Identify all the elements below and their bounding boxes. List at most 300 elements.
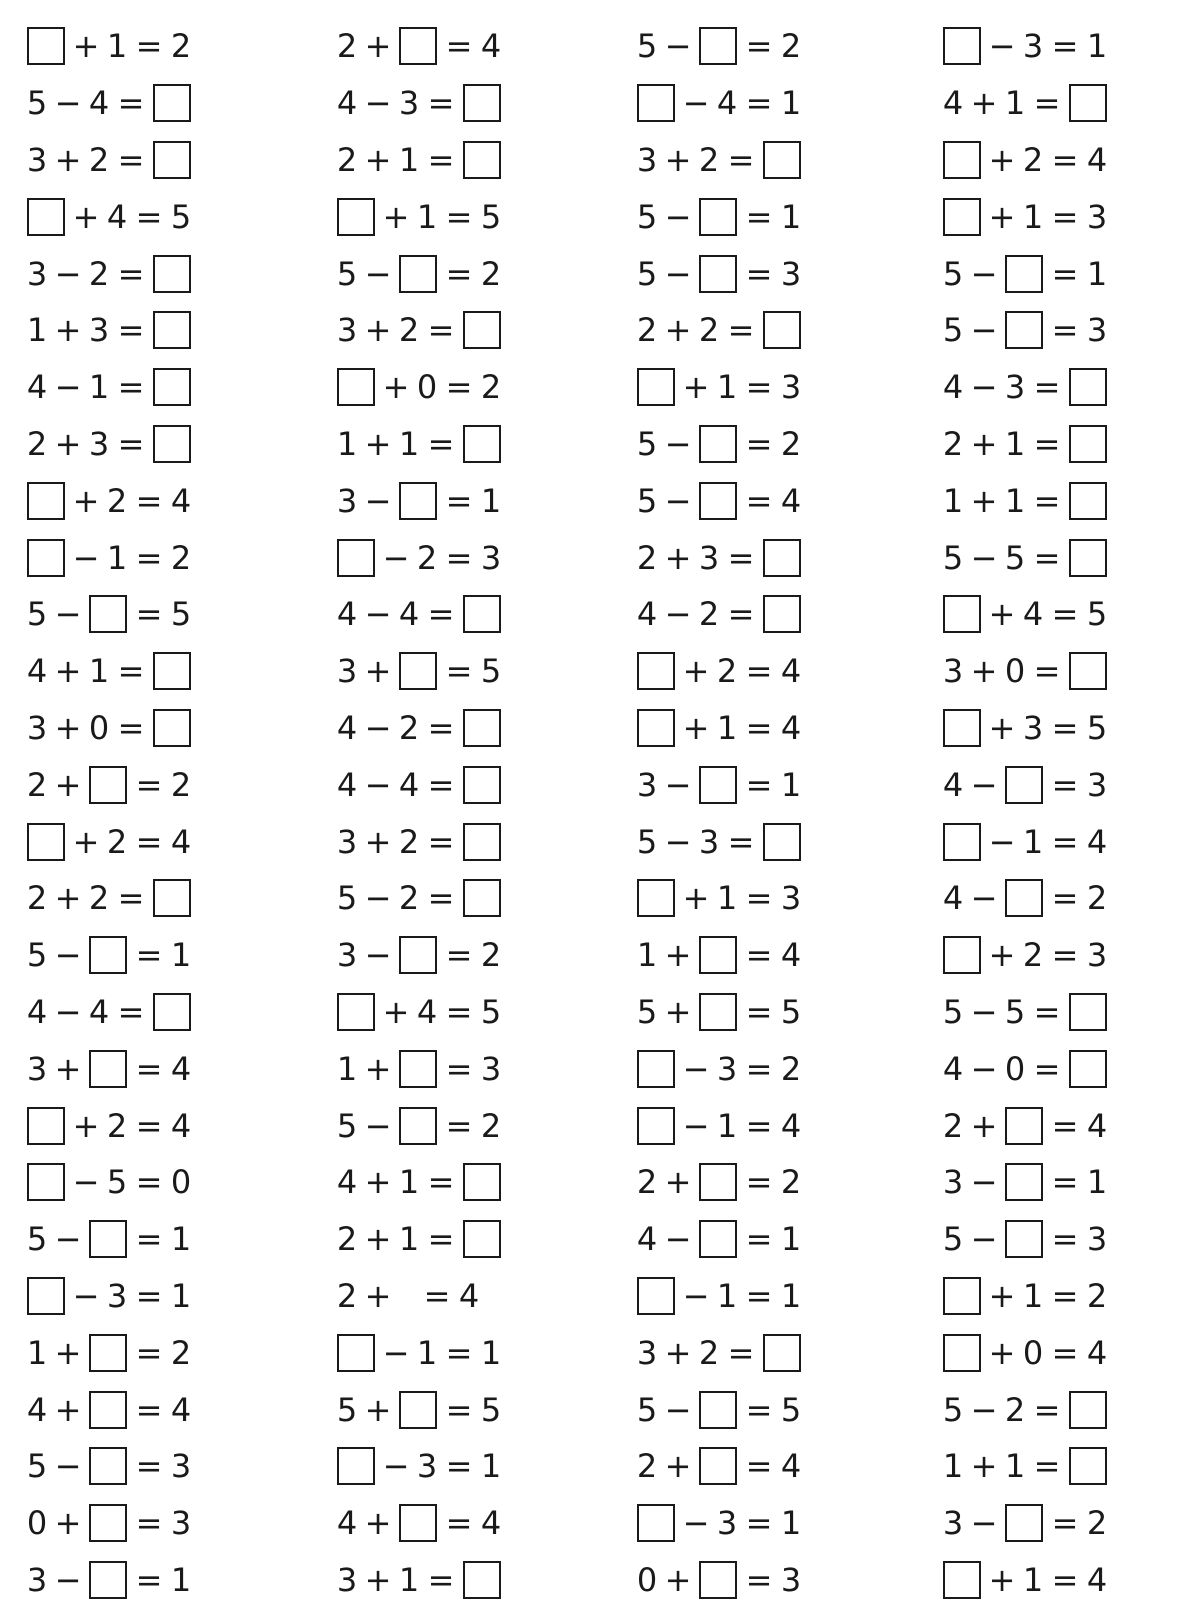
answer-box[interactable] [699, 482, 737, 520]
operator: + [664, 1560, 692, 1599]
operator: − [382, 1447, 410, 1486]
number: 4 [716, 84, 738, 123]
answer-box[interactable] [699, 936, 737, 974]
equation-row [26, 132, 316, 189]
number: 1 [1022, 1560, 1044, 1599]
equation-row [942, 1552, 1200, 1609]
equation-row [942, 529, 1200, 586]
answer-box[interactable] [463, 1163, 501, 1201]
answer-box[interactable] [943, 936, 981, 974]
answer-box[interactable] [1005, 1220, 1043, 1258]
answer-box[interactable] [943, 1334, 981, 1372]
operator: − [970, 538, 998, 577]
answer-box[interactable] [943, 709, 981, 747]
number: 2 [780, 1163, 802, 1202]
number: 2 [698, 595, 720, 634]
number: 4 [26, 368, 48, 407]
equals-sign: = [1051, 1163, 1079, 1202]
answer-box[interactable] [637, 1504, 675, 1542]
answer-box[interactable] [763, 311, 801, 349]
answer-box[interactable] [637, 709, 675, 747]
number: 0 [1004, 1049, 1026, 1088]
answer-box[interactable] [699, 1220, 737, 1258]
answer-box[interactable] [463, 141, 501, 179]
number: 4 [1086, 822, 1108, 861]
equation-row [26, 75, 316, 132]
operator: + [364, 311, 392, 350]
number: 4 [26, 1390, 48, 1429]
equation-row [636, 75, 926, 132]
number: 4 [942, 879, 964, 918]
equals-sign: = [445, 197, 473, 236]
equation-row [26, 756, 316, 813]
answer-box[interactable] [463, 766, 501, 804]
equals-sign: = [1051, 197, 1079, 236]
answer-box[interactable] [337, 1447, 375, 1485]
equation-row [26, 643, 316, 700]
operator: + [382, 992, 410, 1031]
equals-sign: = [117, 311, 145, 350]
answer-box[interactable] [337, 368, 375, 406]
answer-box[interactable] [1069, 368, 1107, 406]
equation-row [942, 75, 1200, 132]
equation-row [26, 188, 316, 245]
number: 3 [698, 538, 720, 577]
operator: − [364, 1106, 392, 1145]
answer-box[interactable] [1069, 84, 1107, 122]
equation-row [942, 1495, 1200, 1552]
number: 5 [170, 197, 192, 236]
number: 4 [636, 595, 658, 634]
equation-row [942, 188, 1200, 245]
equals-sign: = [117, 992, 145, 1031]
operator: − [54, 595, 82, 634]
operator: − [970, 1390, 998, 1429]
answer-box[interactable] [699, 255, 737, 293]
operator: + [54, 1049, 82, 1088]
answer-box[interactable] [943, 198, 981, 236]
number: 1 [170, 936, 192, 975]
number: 4 [26, 652, 48, 691]
number: 1 [336, 1049, 358, 1088]
operator: + [72, 481, 100, 520]
equals-sign: = [135, 936, 163, 975]
equation-column-3 [636, 18, 926, 1608]
equals-sign: = [1033, 424, 1061, 463]
answer-box[interactable] [1069, 539, 1107, 577]
number: 4 [170, 1390, 192, 1429]
equals-sign: = [427, 822, 455, 861]
answer-box[interactable] [89, 766, 127, 804]
answer-box[interactable] [89, 1334, 127, 1372]
number: 0 [88, 708, 110, 747]
answer-box[interactable] [1005, 311, 1043, 349]
equals-sign: = [427, 595, 455, 634]
number: 2 [398, 822, 420, 861]
number: 1 [398, 1220, 420, 1259]
equation-row [942, 586, 1200, 643]
equals-sign: = [427, 1220, 455, 1259]
operator: + [72, 27, 100, 66]
operator: + [364, 140, 392, 179]
equation-row [336, 18, 626, 75]
equation-row [26, 813, 316, 870]
answer-box[interactable] [153, 993, 191, 1031]
operator: − [682, 1049, 710, 1088]
answer-box[interactable] [943, 595, 981, 633]
answer-box[interactable] [943, 1277, 981, 1315]
operator: − [988, 27, 1016, 66]
number: 3 [26, 1560, 48, 1599]
equation-row [942, 1097, 1200, 1154]
answer-box[interactable] [699, 27, 737, 65]
operator: + [970, 84, 998, 123]
answer-box[interactable] [89, 1561, 127, 1599]
number: 5 [26, 1220, 48, 1259]
number: 3 [106, 1276, 128, 1315]
answer-box[interactable] [637, 1050, 675, 1088]
number: 1 [170, 1276, 192, 1315]
answer-box[interactable] [943, 1561, 981, 1599]
answer-box[interactable] [763, 1334, 801, 1372]
answer-box[interactable] [463, 1561, 501, 1599]
number: 1 [1004, 481, 1026, 520]
answer-box[interactable] [27, 198, 65, 236]
equation-row [336, 586, 626, 643]
answer-box[interactable] [153, 84, 191, 122]
answer-box[interactable] [399, 1391, 437, 1429]
number: 1 [780, 1504, 802, 1543]
equals-sign: = [745, 254, 773, 293]
answer-box[interactable] [399, 27, 437, 65]
equals-sign: = [135, 1163, 163, 1202]
number: 5 [26, 595, 48, 634]
answer-box[interactable] [337, 198, 375, 236]
answer-box[interactable] [637, 1277, 675, 1315]
answer-box[interactable] [1005, 766, 1043, 804]
number: 1 [88, 368, 110, 407]
operator: + [664, 311, 692, 350]
answer-box[interactable] [699, 425, 737, 463]
number: 2 [398, 708, 420, 747]
operator: + [364, 1220, 392, 1259]
answer-box[interactable] [637, 652, 675, 690]
answer-box[interactable] [27, 1277, 65, 1315]
answer-box[interactable] [337, 993, 375, 1031]
answer-box[interactable] [89, 1391, 127, 1429]
equals-sign: = [427, 140, 455, 179]
number: 1 [336, 424, 358, 463]
equation-row [942, 359, 1200, 416]
answer-box[interactable] [399, 652, 437, 690]
number: 1 [170, 1560, 192, 1599]
number: 1 [1086, 27, 1108, 66]
answer-box[interactable] [153, 311, 191, 349]
equation-row [26, 586, 316, 643]
number: 3 [1086, 765, 1108, 804]
answer-box[interactable] [153, 425, 191, 463]
answer-box[interactable] [1005, 1163, 1043, 1201]
operator: − [54, 1560, 82, 1599]
number: 5 [942, 1220, 964, 1259]
number: 4 [780, 708, 802, 747]
number: 1 [26, 1333, 48, 1372]
answer-box[interactable] [1005, 1107, 1043, 1145]
equals-sign: = [1051, 708, 1079, 747]
number: 1 [780, 197, 802, 236]
equals-sign: = [445, 481, 473, 520]
number: 3 [336, 1560, 358, 1599]
equation-row [636, 302, 926, 359]
number: 1 [1004, 1447, 1026, 1486]
equals-sign: = [745, 708, 773, 747]
answer-box[interactable] [89, 1220, 127, 1258]
operator: + [54, 1390, 82, 1429]
operator: − [970, 1163, 998, 1202]
number: 2 [26, 879, 48, 918]
operator: − [382, 538, 410, 577]
operator: − [54, 84, 82, 123]
answer-box[interactable] [763, 595, 801, 633]
answer-box[interactable] [763, 823, 801, 861]
number: 0 [636, 1560, 658, 1599]
number: 4 [458, 1276, 480, 1315]
answer-box[interactable] [153, 255, 191, 293]
answer-box[interactable] [1069, 993, 1107, 1031]
answer-box[interactable] [89, 1050, 127, 1088]
operator: + [364, 424, 392, 463]
equals-sign: = [745, 27, 773, 66]
answer-box[interactable] [637, 368, 675, 406]
operator: + [54, 424, 82, 463]
equals-sign: = [445, 652, 473, 691]
number: 3 [88, 311, 110, 350]
equals-sign: = [745, 1447, 773, 1486]
operator: + [988, 1333, 1016, 1372]
equals-sign: = [427, 424, 455, 463]
answer-box[interactable] [27, 27, 65, 65]
equals-sign: = [727, 1333, 755, 1372]
number: 1 [942, 481, 964, 520]
answer-box[interactable] [463, 425, 501, 463]
number: 4 [1086, 1560, 1108, 1599]
answer-box[interactable] [637, 1107, 675, 1145]
operator: + [988, 140, 1016, 179]
operator: − [54, 936, 82, 975]
number: 4 [416, 992, 438, 1031]
equals-sign: = [745, 1504, 773, 1543]
equation-row [636, 1381, 926, 1438]
equation-row [636, 984, 926, 1041]
operator: + [364, 1049, 392, 1088]
number: 4 [780, 481, 802, 520]
answer-box[interactable] [89, 595, 127, 633]
equals-sign: = [727, 822, 755, 861]
number: 4 [170, 481, 192, 520]
answer-box[interactable] [27, 539, 65, 577]
answer-box[interactable] [943, 27, 981, 65]
answer-box[interactable] [1069, 482, 1107, 520]
operator: − [54, 1447, 82, 1486]
answer-box[interactable] [27, 1163, 65, 1201]
answer-box[interactable] [337, 1334, 375, 1372]
equation-row [26, 359, 316, 416]
number: 5 [636, 197, 658, 236]
equals-sign: = [117, 368, 145, 407]
answer-box[interactable] [463, 709, 501, 747]
equation-row [636, 1552, 926, 1609]
equals-sign: = [427, 765, 455, 804]
answer-box[interactable] [399, 1050, 437, 1088]
operator: + [364, 1390, 392, 1429]
equation-row [336, 984, 626, 1041]
answer-box[interactable] [399, 936, 437, 974]
answer-box[interactable] [153, 652, 191, 690]
equals-sign: = [445, 1333, 473, 1372]
equation-row [336, 188, 626, 245]
number: 2 [480, 368, 502, 407]
answer-box[interactable] [1005, 879, 1043, 917]
answer-box[interactable] [699, 1391, 737, 1429]
number: 3 [26, 1049, 48, 1088]
equals-sign: = [117, 84, 145, 123]
operator: + [664, 1447, 692, 1486]
answer-box[interactable] [1069, 1391, 1107, 1429]
answer-box[interactable] [153, 141, 191, 179]
equation-row [942, 472, 1200, 529]
answer-box[interactable] [699, 198, 737, 236]
number: 2 [636, 1163, 658, 1202]
answer-box[interactable] [943, 823, 981, 861]
answer-box[interactable] [463, 879, 501, 917]
equals-sign: = [727, 538, 755, 577]
answer-box[interactable] [399, 1504, 437, 1542]
equation-row [336, 302, 626, 359]
operator: + [988, 1276, 1016, 1315]
number: 3 [336, 481, 358, 520]
answer-box[interactable] [1005, 255, 1043, 293]
answer-box[interactable] [399, 1107, 437, 1145]
number: 1 [398, 140, 420, 179]
answer-box[interactable] [27, 1107, 65, 1145]
equation-column-1 [26, 18, 316, 1608]
operator: + [54, 1333, 82, 1372]
answer-box[interactable] [153, 879, 191, 917]
answer-box[interactable] [763, 539, 801, 577]
equation-row [942, 1211, 1200, 1268]
equation-row [336, 700, 626, 757]
equals-sign: = [445, 538, 473, 577]
number: 2 [698, 311, 720, 350]
equals-sign: = [727, 140, 755, 179]
answer-box[interactable] [89, 1504, 127, 1542]
number: 0 [1004, 652, 1026, 691]
answer-box[interactable] [1069, 1447, 1107, 1485]
answer-box[interactable] [89, 1447, 127, 1485]
number: 4 [170, 1106, 192, 1145]
number: 1 [716, 368, 738, 407]
answer-box[interactable] [463, 311, 501, 349]
equation-row [942, 1438, 1200, 1495]
answer-box[interactable] [153, 709, 191, 747]
answer-box[interactable] [337, 539, 375, 577]
number: 5 [780, 1390, 802, 1429]
equation-row [336, 1552, 626, 1609]
equation-row [636, 1040, 926, 1097]
equals-sign: = [117, 424, 145, 463]
equation-row [942, 984, 1200, 1041]
answer-box[interactable] [1069, 652, 1107, 690]
operator: − [682, 84, 710, 123]
answer-box[interactable] [399, 255, 437, 293]
answer-box[interactable] [1069, 1050, 1107, 1088]
equals-sign: = [445, 1390, 473, 1429]
answer-box[interactable] [27, 823, 65, 861]
equation-row [942, 416, 1200, 473]
operator: + [54, 311, 82, 350]
number: 2 [336, 1276, 358, 1315]
answer-box[interactable] [1069, 425, 1107, 463]
number: 3 [398, 84, 420, 123]
answer-box[interactable] [699, 1163, 737, 1201]
answer-box[interactable] [27, 482, 65, 520]
equals-sign: = [1033, 1447, 1061, 1486]
answer-box[interactable] [463, 823, 501, 861]
number: 2 [1086, 1504, 1108, 1543]
number: 5 [942, 1390, 964, 1429]
answer-box[interactable] [699, 766, 737, 804]
answer-box[interactable] [637, 879, 675, 917]
answer-box[interactable] [943, 141, 981, 179]
answer-box[interactable] [89, 936, 127, 974]
equation-row [942, 927, 1200, 984]
equals-sign: = [1051, 1220, 1079, 1259]
number: 2 [26, 765, 48, 804]
number: 4 [636, 1220, 658, 1259]
number: 5 [636, 27, 658, 66]
number: 2 [780, 1049, 802, 1088]
answer-box[interactable] [399, 482, 437, 520]
number: 2 [398, 879, 420, 918]
answer-box[interactable] [699, 993, 737, 1031]
number: 4 [88, 84, 110, 123]
answer-box[interactable] [637, 84, 675, 122]
answer-box[interactable] [463, 1220, 501, 1258]
number: 5 [480, 1390, 502, 1429]
answer-box[interactable] [463, 595, 501, 633]
equals-sign: = [745, 936, 773, 975]
number: 5 [942, 538, 964, 577]
answer-box[interactable] [763, 141, 801, 179]
answer-box[interactable] [699, 1561, 737, 1599]
answer-box[interactable] [1005, 1504, 1043, 1542]
equals-sign: = [745, 1276, 773, 1315]
operator: − [664, 27, 692, 66]
answer-box[interactable] [463, 84, 501, 122]
equals-sign: = [745, 765, 773, 804]
number: 1 [106, 27, 128, 66]
equation-row [636, 870, 926, 927]
number: 4 [26, 992, 48, 1031]
operator: + [664, 992, 692, 1031]
number: 2 [416, 538, 438, 577]
answer-box[interactable] [153, 368, 191, 406]
answer-box[interactable] [699, 1447, 737, 1485]
number: 5 [636, 1390, 658, 1429]
operator: − [970, 311, 998, 350]
equation-row [336, 927, 626, 984]
equation-row [636, 359, 926, 416]
